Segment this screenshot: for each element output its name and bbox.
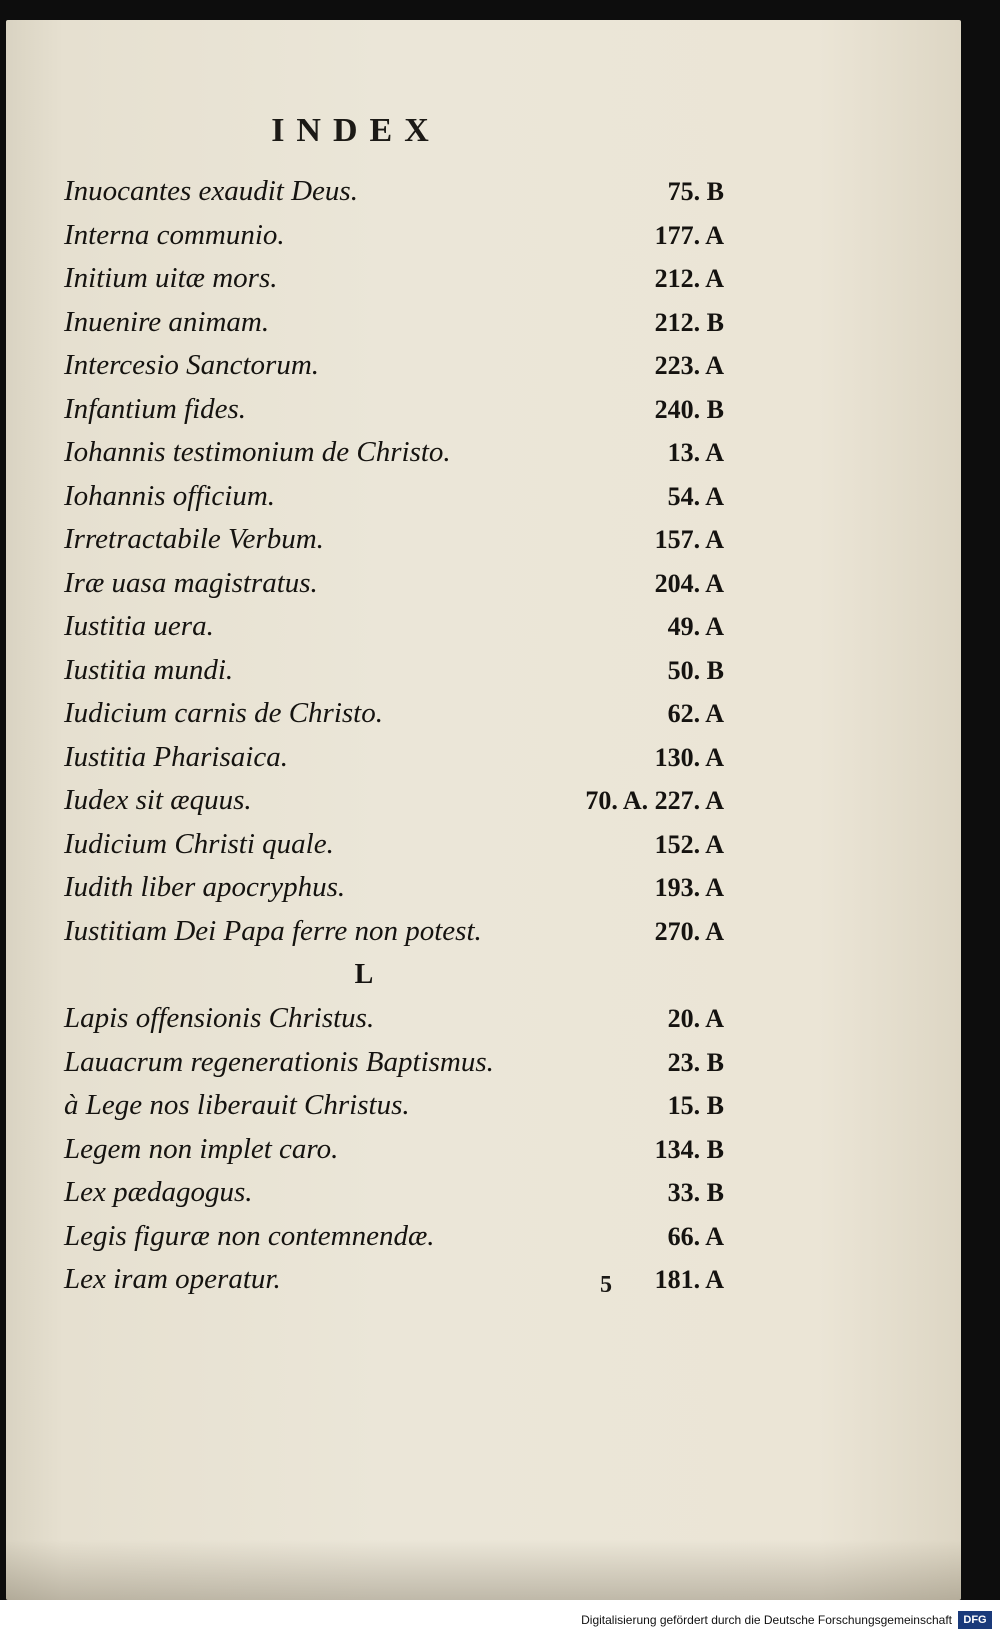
index-entry — [64, 605, 724, 649]
entry-ref: 33. B — [667, 1178, 724, 1207]
entry-term: Legem non implet caro. — [64, 1132, 339, 1165]
entry-term: Inuocantes exaudit Deus. — [64, 175, 358, 207]
index-entry — [64, 170, 724, 214]
index-entry — [64, 431, 724, 475]
entry-term: Iudith liber apocryphus. — [64, 871, 346, 903]
entry-ref: 177. A — [654, 220, 724, 250]
section-letter-heading: L — [354, 959, 374, 990]
entry-ref: 212. A — [654, 264, 724, 293]
entry-ref: 66. A — [667, 1221, 724, 1251]
index-entry — [64, 692, 724, 736]
index-entry — [64, 997, 724, 1041]
entry-term: Lex iram operatur. — [64, 1263, 281, 1295]
entry-term: Inuenire animam. — [64, 305, 270, 338]
entry-term: Iudex sit æquus. — [64, 784, 252, 816]
index-entry — [64, 736, 724, 780]
entry-ref: 181. A — [654, 1265, 724, 1294]
entry-ref: 130. A — [654, 742, 724, 772]
entry-ref: 270. A — [654, 916, 724, 946]
entry-ref: 75. B — [667, 177, 724, 206]
entry-term: Iustitia Pharisaica. — [64, 740, 288, 773]
entry-ref: 49. A — [667, 612, 724, 641]
entry-term: Iohannis officium. — [64, 479, 276, 512]
entry-term: Iohannis testimonium de Christo. — [64, 436, 451, 468]
entry-ref: 152. A — [654, 829, 724, 859]
entry-ref: 23. B — [667, 1047, 724, 1077]
index-entry — [64, 910, 724, 954]
entry-term: Irretractabile Verbum. — [64, 523, 324, 555]
entry-ref: 50. B — [667, 655, 724, 685]
entry-ref: 212. B — [654, 307, 724, 337]
index-entry — [64, 1041, 724, 1085]
index-entry — [64, 1128, 724, 1172]
entry-term: Lex pædagogus. — [64, 1176, 253, 1208]
index-entry — [64, 649, 724, 693]
index-entry — [64, 1171, 724, 1215]
entry-term: Legis figuræ non contemnendæ. — [64, 1219, 435, 1252]
book-page — [6, 20, 961, 1600]
entry-term: Iustitiam Dei Papa ferre non potest. — [64, 914, 482, 947]
entry-term: à Lege nos liberauit Christus. — [64, 1089, 410, 1121]
index-entry — [64, 866, 724, 910]
entry-term: Iustitia uera. — [64, 610, 214, 642]
index-entry — [64, 1215, 724, 1259]
entry-ref: 240. B — [654, 394, 724, 424]
entry-term: Infantium fides. — [64, 392, 247, 425]
entry-ref: 15. B — [667, 1091, 724, 1120]
index-entry — [64, 475, 724, 519]
entry-ref: 134. B — [654, 1134, 724, 1164]
entry-term: Iudicium Christi quale. — [64, 827, 334, 860]
entry-term: Initium uitæ mors. — [64, 262, 278, 294]
entry-ref: 193. A — [654, 873, 724, 902]
entry-term: Lapis offensionis Christus. — [64, 1002, 375, 1034]
index-entry — [64, 388, 724, 432]
index-entry — [64, 779, 724, 823]
index-entry — [64, 823, 724, 867]
entry-ref: 13. A — [667, 438, 724, 467]
entry-ref: 70. A. 227. A — [585, 786, 724, 815]
entry-term: Iudicium carnis de Christo. — [64, 697, 383, 729]
running-head: INDEX — [271, 112, 441, 149]
entry-term: Iustitia mundi. — [64, 653, 234, 686]
signature-mark: 5 — [600, 1272, 612, 1298]
entry-ref: 157. A — [654, 525, 724, 554]
index-entry — [64, 1084, 724, 1128]
digitization-footer — [0, 1600, 1000, 1634]
index-entry — [64, 344, 724, 388]
index-entry — [64, 518, 724, 562]
entry-term: Interna communio. — [64, 218, 285, 251]
index-entry — [64, 562, 724, 606]
index-list — [64, 170, 724, 1302]
entry-ref: 62. A — [667, 699, 724, 728]
index-entry — [64, 301, 724, 345]
entry-ref: 223. A — [654, 351, 724, 380]
entry-ref: 54. A — [667, 481, 724, 511]
entry-term: Lauacrum regenerationis Baptismus. — [64, 1045, 494, 1078]
entry-ref: 204. A — [654, 568, 724, 598]
footer-credit: Digitalisierung gefördert durch die Deutsche Forschungsgemeinschaft — [581, 1613, 952, 1627]
entry-term: Intercesio Sanctorum. — [64, 349, 320, 381]
entry-ref: 20. A — [667, 1004, 724, 1033]
dfg-logo: DFG — [958, 1611, 992, 1629]
index-entry — [64, 257, 724, 301]
index-entry — [64, 1258, 724, 1302]
entry-term: Iræ uasa magistratus. — [64, 566, 318, 599]
index-entry — [64, 214, 724, 258]
